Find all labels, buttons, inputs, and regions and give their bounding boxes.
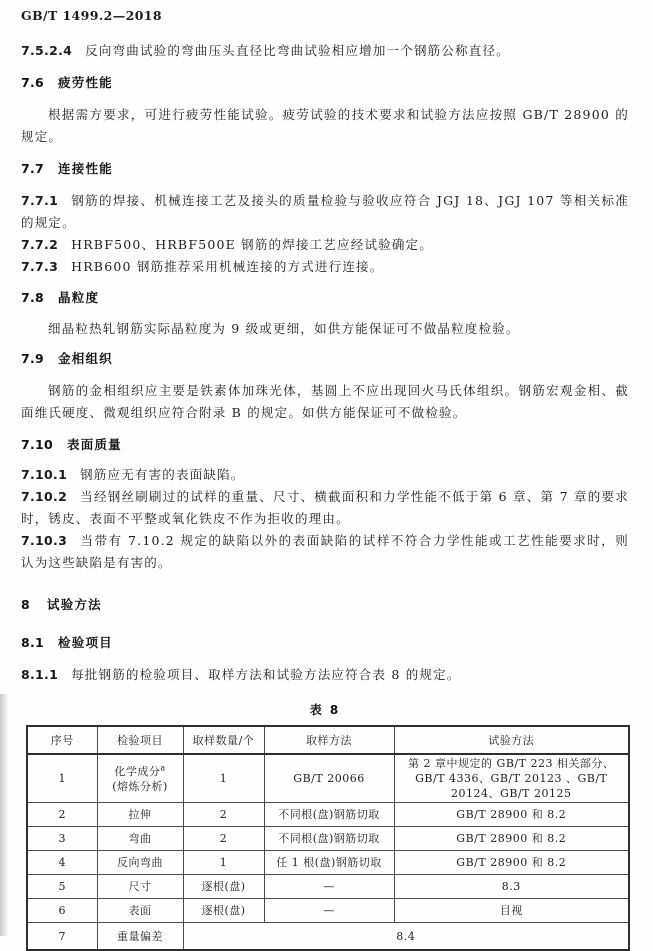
clause-7-7-1 <box>21 190 629 234</box>
heading-number: 7.9 <box>21 351 45 366</box>
table-cell: 6 <box>27 899 97 923</box>
table-cell <box>97 754 183 803</box>
table-cell: 表面 <box>97 899 183 923</box>
clause-7-5-2-4 <box>21 40 629 62</box>
clause-number: 7.7.1 <box>21 193 59 208</box>
heading-text: 检验项目 <box>58 635 113 650</box>
clause-7-7-2 <box>21 234 629 256</box>
clause-7-7-3 <box>21 256 629 278</box>
table-cell: 拉伸 <box>97 803 183 827</box>
table-cell: 4 <box>27 851 97 875</box>
heading-7-8 <box>21 287 629 309</box>
table-cell: 1 <box>183 851 264 875</box>
clause-text: HRB600 钢筋推荐采用机械连接的方式进行连接。 <box>71 259 384 274</box>
heading-text: 试验方法 <box>47 597 102 612</box>
table-header-cell: 取样数量/个 <box>183 726 264 754</box>
paragraph-metallography: 钢筋的金相组织应主要是铁素体加珠光体，基圆上不应出现回火马氏体组织。钢筋宏观金相、截面维氏硬度、微观组织应符合附录 B 的规定。如供方能保证可不做检验。 <box>21 383 629 420</box>
table-cell: 不同根(盘)钢筋切取 <box>264 803 394 827</box>
item-label: 化学成分 <box>114 764 161 778</box>
table-cell: 反向弯曲 <box>97 851 183 875</box>
table-cell: 尺寸 <box>97 875 183 899</box>
table-header-cell: 取样方法 <box>264 726 394 754</box>
table-cell: GB/T 28900 和 8.2 <box>394 803 629 827</box>
table-cell: 逐根(盘) <box>183 875 264 899</box>
clause-7-10-1 <box>21 464 629 486</box>
table-cell: 3 <box>27 827 97 851</box>
heading-number: 8.1 <box>21 635 45 650</box>
clause-text: 当经钢丝刷刷过的试样的重量、尺寸、横截面积和力学性能不低于第 6 章、第 7 章的要求时，锈皮、表面不平整或氧化铁皮不作为拒收的理由。 <box>21 489 629 526</box>
heading-7-7 <box>21 158 629 180</box>
clause-number: 8.1.1 <box>21 667 59 682</box>
heading-number: 7.8 <box>21 290 45 305</box>
clause-7-10-3 <box>21 530 629 574</box>
table-cell: 2 <box>183 803 264 827</box>
item-note: (熔炼分析) <box>112 779 168 793</box>
table-cell: 目视 <box>394 899 629 923</box>
clause-number: 7.10.2 <box>21 489 68 504</box>
clause-number: 7.7.2 <box>21 237 59 252</box>
clause-number: 7.10.3 <box>21 533 68 548</box>
table-cell: 7 <box>27 923 97 951</box>
clause-text: HRBF500、HRBF500E 钢筋的焊接工艺应经试验确定。 <box>71 237 433 252</box>
table-8 <box>26 725 630 951</box>
table-cell: 重量偏差 <box>97 923 183 951</box>
heading-number: 8 <box>21 597 30 612</box>
table-header-cell: 试验方法 <box>394 726 629 754</box>
heading-7-6 <box>21 72 629 94</box>
table-row <box>27 899 629 923</box>
table-cell: 2 <box>183 827 264 851</box>
scan-edge-shadow <box>0 694 9 936</box>
table-header-cell: 检验项目 <box>97 726 183 754</box>
table-cell: — <box>264 899 394 923</box>
table-header-row <box>27 726 629 754</box>
heading-number: 7.10 <box>21 437 54 452</box>
table-row <box>27 851 629 875</box>
heading-text: 疲劳性能 <box>58 75 113 90</box>
table-cell: GB/T 28900 和 8.2 <box>394 851 629 875</box>
table-cell: 2 <box>27 803 97 827</box>
clause-8-1-1 <box>21 664 629 686</box>
table-cell: 8.3 <box>394 875 629 899</box>
clause-text: 当带有 7.10.2 规定的缺陷以外的表面缺陷的试样不符合力学性能或工艺性能要求时，则认为这些缺陷是有害的。 <box>21 533 629 570</box>
paragraph-grain-size: 细晶粒热轧钢筋实际晶粒度为 9 级或更细，如供方能保证可不做晶粒度检验。 <box>48 321 520 336</box>
heading-text: 晶粒度 <box>58 290 100 305</box>
heading-text: 连接性能 <box>58 161 113 176</box>
paragraph-fatigue: 根据需方要求，可进行疲劳性能试验。疲劳试验的技术要求和试验方法应按照 GB/T 28900 的规定。 <box>21 107 629 144</box>
heading-number: 7.7 <box>21 161 45 176</box>
table-row <box>27 827 629 851</box>
table-row <box>27 923 629 951</box>
clause-text: 每批钢筋的检验项目、取样方法和试验方法应符合表 8 的规定。 <box>71 667 461 682</box>
page-header-doc-code: GB/T 1499.2—2018 <box>21 8 162 23</box>
heading-8 <box>21 594 629 616</box>
table-cell: GB/T 28900 和 8.2 <box>394 827 629 851</box>
clause-number: 7.10.1 <box>21 467 68 482</box>
table-cell: 1 <box>27 754 97 803</box>
heading-text: 表面质量 <box>67 437 122 452</box>
table-cell: — <box>264 875 394 899</box>
clause-7-10-2 <box>21 486 629 530</box>
table-cell: GB/T 20066 <box>264 754 394 803</box>
table-cell-merged: 8.4 <box>183 923 629 951</box>
table-row <box>27 875 629 899</box>
table-cell: 1 <box>183 754 264 803</box>
table-header-cell: 序号 <box>27 726 97 754</box>
clause-text: 钢筋应无有害的表面缺陷。 <box>80 467 245 482</box>
table-cell: 逐根(盘) <box>183 899 264 923</box>
table-cell: 任 1 根(盘)钢筋切取 <box>264 851 394 875</box>
table-cell: 不同根(盘)钢筋切取 <box>264 827 394 851</box>
heading-text: 金相组织 <box>58 351 113 366</box>
heading-7-9 <box>21 348 629 370</box>
footnote-marker: a <box>160 762 166 772</box>
table-cell: 5 <box>27 875 97 899</box>
table-row <box>27 803 629 827</box>
clause-text: 反向弯曲试验的弯曲压头直径比弯曲试验相应增加一个钢筋公称直径。 <box>85 43 510 58</box>
table-cell: 弯曲 <box>97 827 183 851</box>
clause-number: 7.7.3 <box>21 259 59 274</box>
table-8-title: 表 8 <box>309 703 341 717</box>
heading-8-1 <box>21 632 629 654</box>
heading-number: 7.6 <box>21 75 45 90</box>
clause-text: 钢筋的焊接、机械连接工艺及接头的质量检验与验收应符合 JGJ 18、JGJ 107 等相关标准的规定。 <box>21 193 629 230</box>
table-row <box>27 754 629 803</box>
clause-number: 7.5.2.4 <box>21 43 73 58</box>
table-cell: 第 2 章中规定的 GB/T 223 相关部分、GB/T 4336、GB/T 20123 、GB/T 20124、GB/T 20125 <box>394 754 629 803</box>
heading-7-10 <box>21 434 629 456</box>
